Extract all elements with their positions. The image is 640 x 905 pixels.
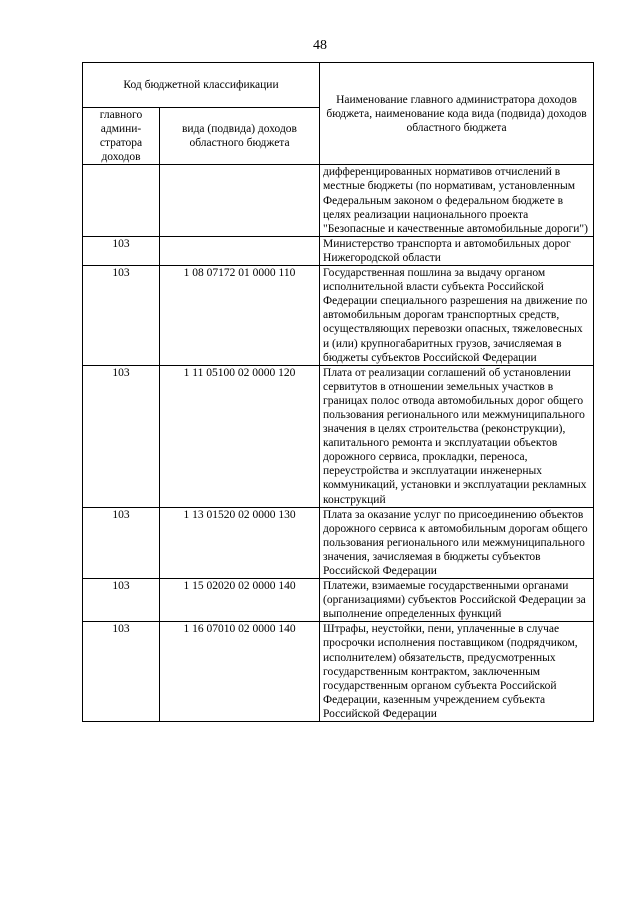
income-code-cell: 1 16 07010 02 0000 140	[160, 622, 320, 722]
admin-code-cell: 103	[83, 365, 160, 507]
page-number: 48	[313, 38, 327, 53]
admin-code-cell: 103	[83, 579, 160, 622]
income-name-cell: Министерство транспорта и автомобильных дорог Нижегородской области	[320, 236, 594, 265]
header-name-column: Наименование главного администратора доходов бюджета, наименование кода вида (подвида) доходов областного бюджета	[320, 63, 594, 165]
income-code-cell: 1 15 02020 02 0000 140	[160, 579, 320, 622]
admin-code-cell: 103	[83, 266, 160, 366]
table-row	[83, 236, 594, 265]
income-code-cell	[160, 236, 320, 265]
header-code-column: вида (подвида) доходов областного бюджета	[160, 108, 320, 165]
table-row	[83, 365, 594, 507]
income-name-cell: дифференцированных нормативов отчислений в местные бюджеты (по нормативам, установленным Федеральным законом о федеральном бюджете в целях реализации национального проекта "Безопасные и качественные автомобильные дороги")	[320, 165, 594, 236]
income-code-cell: 1 08 07172 01 0000 110	[160, 266, 320, 366]
income-code-cell	[160, 165, 320, 236]
admin-code-cell: 103	[83, 507, 160, 578]
income-name-cell: Плата за оказание услуг по присоединению объектов дорожного сервиса к автомобильным дорогам общего пользования регионального или межмуниципального значения, зачисляемая в бюджеты субъектов Российской Федерации	[320, 507, 594, 578]
table-header	[83, 63, 594, 165]
income-name-cell: Платежи, взимаемые государственными органами (организациями) субъектов Российской Федерации за выполнение определенных функций	[320, 579, 594, 622]
income-code-cell: 1 13 01520 02 0000 130	[160, 507, 320, 578]
table-row	[83, 507, 594, 578]
admin-code-cell: 103	[83, 236, 160, 265]
header-group-title: Код бюджетной классификации	[83, 63, 320, 108]
table-body	[83, 165, 594, 722]
table-row	[83, 165, 594, 236]
table-row	[83, 579, 594, 622]
income-name-cell: Государственная пошлина за выдачу органом исполнительной власти субъекта Российской Федерации специального разрешения на движение по автомобильным дорогам транспортных средств, осуществляющих перевозки опасных, тяжеловесных и (или) крупногабаритных грузов, зачисляемая в бюджеты субъектов Российской Федерации	[320, 266, 594, 366]
table-row	[83, 622, 594, 722]
income-name-cell: Штрафы, неустойки, пени, уплаченные в случае просрочки исполнения поставщиком (подрядчиком, исполнителем) обязательств, предусмотренных государственным контрактом, заключенным государственным органом субъекта Российской Федерации, казенным учреждением субъекта Российской Федерации	[320, 622, 594, 722]
admin-code-cell	[83, 165, 160, 236]
admin-code-cell: 103	[83, 622, 160, 722]
budget-classification-table	[82, 62, 594, 722]
income-name-cell: Плата от реализации соглашений об установлении сервитутов в отношении земельных участков в границах полос отвода автомобильных дорог общего пользования регионального или межмуниципального значения в целях строительства (реконструкции), капитального ремонта и эксплуатации объектов дорожного сервиса, прокладки, переноса, переустройства и эксплуатации инженерных коммуникаций, установки и эксплуатации рекламных конструкций	[320, 365, 594, 507]
header-admin-column: главного админи-стратора доходов	[83, 108, 160, 165]
table-row	[83, 266, 594, 366]
income-code-cell: 1 11 05100 02 0000 120	[160, 365, 320, 507]
